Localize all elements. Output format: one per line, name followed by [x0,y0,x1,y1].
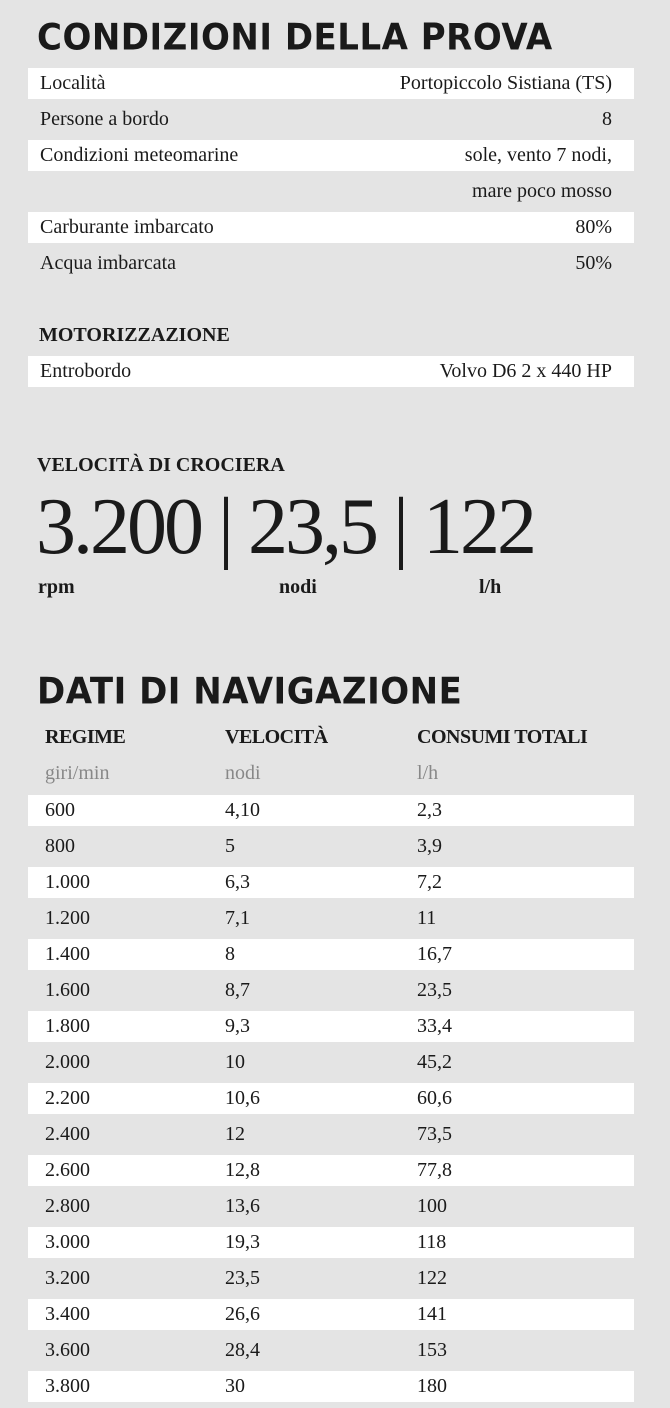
table-cell: 1.600 [45,979,90,1001]
condition-row [28,248,634,279]
table-cell: 3.800 [45,1375,90,1397]
condition-label: Carburante imbarcato [40,216,214,238]
table-cell: 33,4 [417,1015,452,1037]
table-cell: 1.200 [45,907,90,929]
table-row [28,1119,634,1150]
table-cell: 10,6 [225,1087,260,1109]
table-row [28,1227,634,1258]
condition-value: 50% [575,252,612,274]
table-cell: 73,5 [417,1123,452,1145]
condition-row [28,68,634,99]
table-cell: 13,6 [225,1195,260,1217]
table-cell: 10 [225,1051,245,1073]
table-row [28,1299,634,1330]
cruise-title: VELOCITÀ DI CROCIERA [37,454,285,476]
table-cell: 180 [417,1375,447,1397]
table-row [28,1263,634,1294]
table-cell: 45,2 [417,1051,452,1073]
unit-consumi: l/h [417,762,439,784]
engine-label: Entrobordo [40,360,132,382]
table-cell: 3.400 [45,1303,90,1325]
table-cell: 1.000 [45,871,90,893]
table-cell: 30 [225,1375,245,1397]
conditions-title: CONDIZIONI DELLA PROVA [37,16,553,60]
table-row [28,1335,634,1366]
engine-title: MOTORIZZAZIONE [39,324,230,346]
table-cell: 3.600 [45,1339,90,1361]
condition-label: Persone a bordo [40,108,169,130]
condition-row [28,212,634,243]
table-cell: 23,5 [225,1267,260,1289]
table-cell: 2.800 [45,1195,90,1217]
table-cell: 800 [45,835,75,857]
header-regime: REGIME [45,726,126,748]
table-row [28,1155,634,1186]
condition-value: Portopiccolo Sistiana (TS) [399,72,612,94]
cruise-unit-knots: nodi [279,576,317,598]
table-cell: 4,10 [225,799,260,821]
condition-row [28,104,634,135]
condition-value: 8 [602,108,612,130]
table-cell: 1.800 [45,1015,90,1037]
table-cell: 2.200 [45,1087,90,1109]
table-row [28,795,634,826]
table-cell: 5 [225,835,235,857]
table-cell: 153 [417,1339,447,1361]
table-cell: 60,6 [417,1087,452,1109]
table-cell: 3.000 [45,1231,90,1253]
table-cell: 11 [417,907,437,929]
unit-velocita: nodi [225,762,261,784]
navigation-title: DATI DI NAVIGAZIONE [37,670,463,714]
table-cell: 23,5 [417,979,452,1001]
table-row [28,867,634,898]
engine-row [28,356,634,387]
header-consumi: CONSUMI TOTALI [417,726,588,748]
table-cell: 2,3 [417,799,442,821]
table-row [28,1083,634,1114]
condition-row [28,176,634,207]
table-cell: 3.200 [45,1267,90,1289]
table-row [28,1191,634,1222]
table-cell: 26,6 [225,1303,260,1325]
cruise-unit-rpm: rpm [38,576,75,598]
condition-label: Località [40,72,106,94]
table-cell: 118 [417,1231,447,1253]
condition-value: sole, vento 7 nodi, [464,144,612,166]
condition-label: Acqua imbarcata [40,252,177,274]
table-row [28,975,634,1006]
condition-row [28,140,634,171]
table-cell: 19,3 [225,1231,260,1253]
table-cell: 2.600 [45,1159,90,1181]
table-cell: 6,3 [225,871,250,893]
table-cell: 28,4 [225,1339,260,1361]
table-row [28,831,634,862]
table-cell: 122 [417,1267,447,1289]
table-cell: 2.000 [45,1051,90,1073]
table-row [28,939,634,970]
header-velocita: VELOCITÀ [225,726,328,748]
table-cell: 7,2 [417,871,442,893]
table-cell: 1.400 [45,943,90,965]
table-row [28,1371,634,1402]
cruise-unit-lh: l/h [479,576,502,598]
table-cell: 600 [45,799,75,821]
table-cell: 77,8 [417,1159,452,1181]
cruise-value: 3.200 | 23,5 | 122 [36,483,535,571]
table-row [28,1011,634,1042]
table-cell: 141 [417,1303,447,1325]
table-cell: 100 [417,1195,447,1217]
condition-label: Condizioni meteomarine [40,144,239,166]
table-cell: 8,7 [225,979,250,1001]
table-cell: 12,8 [225,1159,260,1181]
condition-value: mare poco mosso [472,180,612,202]
table-cell: 9,3 [225,1015,250,1037]
engine-value: Volvo D6 2 x 440 HP [439,360,612,382]
condition-value: 80% [575,216,612,238]
table-cell: 2.400 [45,1123,90,1145]
table-row [28,903,634,934]
table-cell: 12 [225,1123,245,1145]
table-row [28,1047,634,1078]
table-cell: 8 [225,943,235,965]
table-cell: 3,9 [417,835,442,857]
table-cell: 7,1 [225,907,250,929]
unit-regime: giri/min [45,762,110,784]
table-cell: 16,7 [417,943,452,965]
